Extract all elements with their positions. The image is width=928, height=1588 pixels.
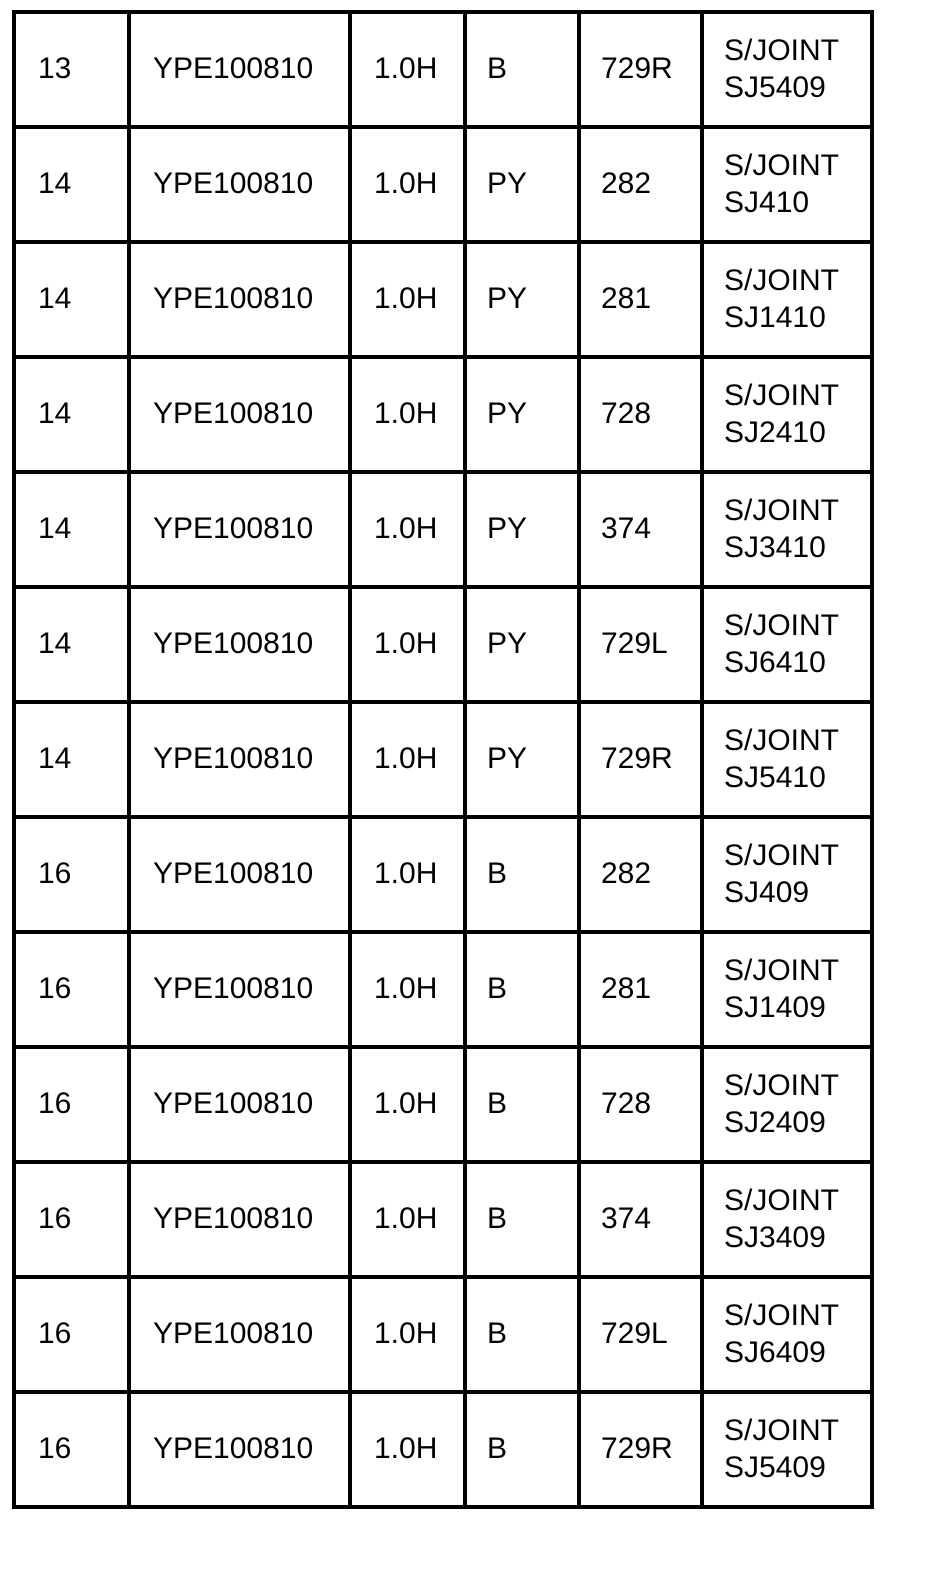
code-cell: 729R (579, 702, 702, 817)
joint-cell (702, 1277, 872, 1392)
joint-type-label: S/JOINT (724, 1183, 840, 1217)
joint-cell (702, 12, 872, 127)
joint-cell (702, 357, 872, 472)
parts-table (12, 10, 874, 1509)
part-number-cell: YPE100810 (129, 12, 350, 127)
code-cell: 282 (579, 817, 702, 932)
joint-type-label: S/JOINT (724, 378, 840, 412)
table-row (14, 1047, 872, 1162)
joint-type-label: S/JOINT (724, 953, 840, 987)
color-code-cell: PY (465, 357, 579, 472)
code-cell: 281 (579, 932, 702, 1047)
table-row (14, 127, 872, 242)
table-row (14, 357, 872, 472)
item-number-cell: 14 (14, 702, 129, 817)
part-number-cell: YPE100810 (129, 932, 350, 1047)
size-cell: 1.0H (350, 932, 465, 1047)
table-row (14, 702, 872, 817)
part-number-cell: YPE100810 (129, 242, 350, 357)
color-code-cell: PY (465, 472, 579, 587)
joint-code-label: SJ409 (724, 875, 810, 909)
joint-cell (702, 1162, 872, 1277)
color-code-cell: B (465, 932, 579, 1047)
color-code-cell: PY (465, 587, 579, 702)
code-cell: 728 (579, 1047, 702, 1162)
item-number-cell: 16 (14, 1392, 129, 1507)
item-number-cell: 14 (14, 357, 129, 472)
size-cell: 1.0H (350, 1047, 465, 1162)
joint-code-label: SJ3409 (724, 1220, 826, 1254)
code-cell: 281 (579, 242, 702, 357)
joint-type-label: S/JOINT (724, 263, 840, 297)
joint-type-label: S/JOINT (724, 608, 840, 642)
table-row (14, 817, 872, 932)
part-number-cell: YPE100810 (129, 1162, 350, 1277)
color-code-cell: B (465, 817, 579, 932)
part-number-cell: YPE100810 (129, 357, 350, 472)
color-code-cell: B (465, 1277, 579, 1392)
joint-cell (702, 472, 872, 587)
color-code-cell: B (465, 12, 579, 127)
part-number-cell: YPE100810 (129, 1047, 350, 1162)
joint-type-label: S/JOINT (724, 1413, 840, 1447)
joint-type-label: S/JOINT (724, 33, 840, 67)
code-cell: 729R (579, 12, 702, 127)
table-row (14, 472, 872, 587)
size-cell: 1.0H (350, 1392, 465, 1507)
table-row (14, 932, 872, 1047)
item-number-cell: 14 (14, 242, 129, 357)
part-number-cell: YPE100810 (129, 587, 350, 702)
item-number-cell: 16 (14, 1047, 129, 1162)
joint-code-label: SJ3410 (724, 530, 826, 564)
part-number-cell: YPE100810 (129, 1392, 350, 1507)
table-row (14, 12, 872, 127)
size-cell: 1.0H (350, 702, 465, 817)
joint-cell (702, 1392, 872, 1507)
joint-code-label: SJ6409 (724, 1335, 826, 1369)
code-cell: 282 (579, 127, 702, 242)
joint-cell (702, 817, 872, 932)
table-row (14, 242, 872, 357)
joint-type-label: S/JOINT (724, 1068, 840, 1102)
size-cell: 1.0H (350, 587, 465, 702)
joint-type-label: S/JOINT (724, 493, 840, 527)
joint-code-label: SJ2410 (724, 415, 826, 449)
size-cell: 1.0H (350, 1277, 465, 1392)
joint-type-label: S/JOINT (724, 723, 840, 757)
joint-code-label: SJ5409 (724, 1450, 826, 1484)
item-number-cell: 16 (14, 1162, 129, 1277)
joint-type-label: S/JOINT (724, 838, 840, 872)
code-cell: 728 (579, 357, 702, 472)
joint-cell (702, 932, 872, 1047)
table-row (14, 1162, 872, 1277)
color-code-cell: B (465, 1162, 579, 1277)
size-cell: 1.0H (350, 242, 465, 357)
size-cell: 1.0H (350, 127, 465, 242)
code-cell: 374 (579, 472, 702, 587)
joint-code-label: SJ410 (724, 185, 810, 219)
color-code-cell: B (465, 1392, 579, 1507)
color-code-cell: PY (465, 127, 579, 242)
joint-cell (702, 702, 872, 817)
joint-type-label: S/JOINT (724, 148, 840, 182)
joint-code-label: SJ5410 (724, 760, 826, 794)
joint-cell (702, 1047, 872, 1162)
joint-cell (702, 242, 872, 357)
item-number-cell: 13 (14, 12, 129, 127)
part-number-cell: YPE100810 (129, 472, 350, 587)
part-number-cell: YPE100810 (129, 817, 350, 932)
color-code-cell: PY (465, 242, 579, 357)
code-cell: 729L (579, 1277, 702, 1392)
table-row (14, 1277, 872, 1392)
table-row (14, 587, 872, 702)
code-cell: 374 (579, 1162, 702, 1277)
joint-code-label: SJ5409 (724, 70, 826, 104)
joint-cell (702, 587, 872, 702)
item-number-cell: 14 (14, 587, 129, 702)
part-number-cell: YPE100810 (129, 1277, 350, 1392)
code-cell: 729R (579, 1392, 702, 1507)
joint-code-label: SJ1409 (724, 990, 826, 1024)
part-number-cell: YPE100810 (129, 702, 350, 817)
size-cell: 1.0H (350, 357, 465, 472)
table-body (14, 12, 872, 1507)
color-code-cell: B (465, 1047, 579, 1162)
joint-code-label: SJ6410 (724, 645, 826, 679)
size-cell: 1.0H (350, 472, 465, 587)
table-row (14, 1392, 872, 1507)
size-cell: 1.0H (350, 12, 465, 127)
joint-cell (702, 127, 872, 242)
code-cell: 729L (579, 587, 702, 702)
item-number-cell: 16 (14, 1277, 129, 1392)
size-cell: 1.0H (350, 817, 465, 932)
part-number-cell: YPE100810 (129, 127, 350, 242)
item-number-cell: 16 (14, 932, 129, 1047)
color-code-cell: PY (465, 702, 579, 817)
joint-code-label: SJ1410 (724, 300, 826, 334)
joint-code-label: SJ2409 (724, 1105, 826, 1139)
item-number-cell: 14 (14, 127, 129, 242)
size-cell: 1.0H (350, 1162, 465, 1277)
joint-type-label: S/JOINT (724, 1298, 840, 1332)
item-number-cell: 16 (14, 817, 129, 932)
item-number-cell: 14 (14, 472, 129, 587)
